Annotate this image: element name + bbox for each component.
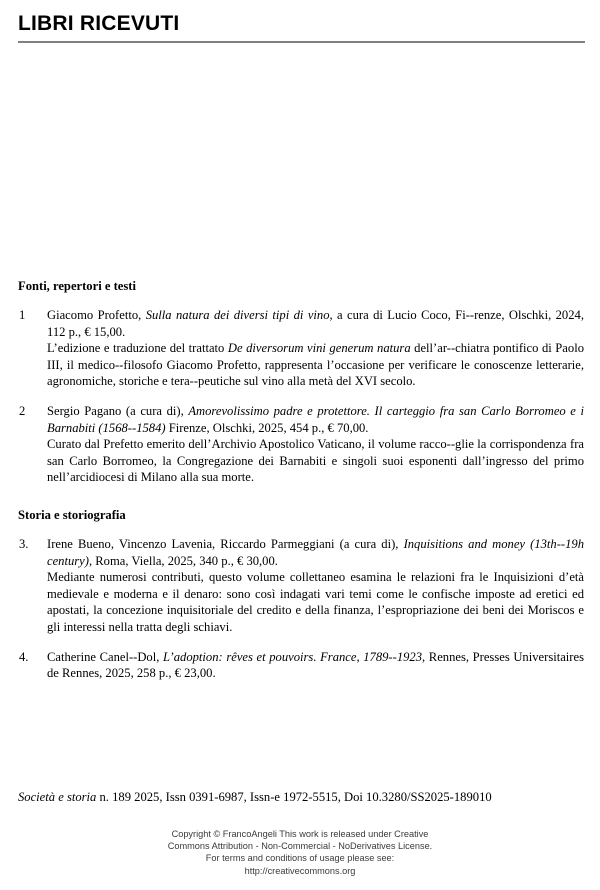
citation-title: L’adoption: rêves et pouvoirs. France, 1789--1923 xyxy=(163,649,423,664)
masthead xyxy=(18,12,585,43)
license-line-3: For terms and conditions of usage please see: xyxy=(205,853,395,864)
annotation-suffix: dell’ar--chiatra pontifico di Paolo III, il medico--filosofo Giacomo Profetto, rappresenta l’occasione per verificare le conoscenze letterarie, agronomiche, storiche e tera--peutiche sul vino alla metà del XVI secolo. xyxy=(47,341,584,389)
entry-number: 2 xyxy=(19,403,26,418)
list-item xyxy=(18,536,584,636)
citation-title: Inquisitions and money (13th--19h century) xyxy=(47,536,584,568)
page-title: LIBRI RICEVUTI xyxy=(18,12,180,35)
list-item xyxy=(18,649,584,682)
entry-citation xyxy=(47,649,584,682)
section-fonti-repertori-e-testi xyxy=(18,278,584,486)
entry-citation xyxy=(47,403,584,436)
license-line-1: Copyright © FrancoAngeli This work is released under Creative xyxy=(171,829,429,839)
entry-citation xyxy=(47,536,584,569)
entry-list xyxy=(18,307,584,486)
entry-annotation xyxy=(47,436,584,486)
citation-suffix: , Rennes, Presses Universitaires de Rennes, 2025, 258 p., € 23,00. xyxy=(47,649,584,681)
section-heading: Storia e storiografia xyxy=(18,507,126,522)
citation-title: Amorevolissimo padre e protettore. Il carteggio fra san Carlo Borromeo e i Barnabiti (1568--1584) xyxy=(47,403,584,435)
entry-annotation xyxy=(47,569,584,635)
annotation-title: De diversorum vini generum natura xyxy=(227,341,411,356)
license-line-2: Commons Attribution - Non-Commercial - NoDerivatives License. xyxy=(167,841,433,852)
entry-number: 4. xyxy=(19,649,29,664)
entry-citation xyxy=(47,307,584,340)
entry-number: 1 xyxy=(19,308,26,322)
entry-list xyxy=(18,536,584,682)
citation-suffix: Firenze, Olschki, 2025, 454 p., € 70,00. xyxy=(165,420,369,435)
citation-prefix: Irene Bueno, Vincenzo Lavenia, Riccardo Parmeggiani (a cura di), xyxy=(47,536,404,551)
annotation-prefix: Mediante numerosi contributi, questo volume collettaneo esamina le relazioni fra le Inquisizioni d’età medievale e moderna e il denaro: sono così indagati vari temi come le confische imposte ad eretici ed apostati, la concezione inquisitoriale del credito e della finanza, l’espropriazione dei beni dei Moriscos e gli interessi nella tratta degli schiavi. xyxy=(47,570,584,634)
license-url[interactable]: http://creativecommons.org xyxy=(244,865,356,876)
list-item xyxy=(18,307,584,390)
citation-prefix: Catherine Canel--Dol, xyxy=(47,649,164,664)
journal-colophon xyxy=(18,789,584,805)
license-footer xyxy=(0,828,600,877)
citation-suffix: , a cura di Lucio Coco, Fi--renze, Olschki, 2024, 112 p., € 15,00. xyxy=(47,308,584,339)
section-heading: Fonti, repertori e testi xyxy=(18,279,136,293)
annotation-prefix: L’edizione e traduzione del trattato xyxy=(47,341,228,356)
journal-title: Società e storia xyxy=(18,790,97,804)
journal-details: n. 189 2025, Issn 0391-6987, Issn-e 1972-5515, Doi 10.3280/SS2025-189010 xyxy=(96,790,492,804)
citation-suffix: , Roma, Viella, 2025, 340 p., € 30,00. xyxy=(88,553,278,568)
entry-annotation xyxy=(47,340,584,390)
citation-title: Sulla natura dei diversi tipi di vino xyxy=(145,308,330,322)
section-storia-e-storiografia xyxy=(18,507,584,682)
list-item xyxy=(18,403,584,486)
masthead-divider xyxy=(18,41,585,43)
citation-prefix: Giacomo Profetto, xyxy=(47,308,146,322)
citation-prefix: Sergio Pagano (a cura di), xyxy=(47,403,189,418)
book-list-content xyxy=(18,278,584,682)
annotation-prefix: Curato dal Prefetto emerito dell’Archivio Apostolico Vaticano, il volume racco--glie la corrispondenza fra san Carlo Borromeo, la Congregazione dei Barnabiti e singoli suoi esponenti dall’ingresso del primo nell’arcidiocesi di Milano alla sua morte. xyxy=(47,437,584,485)
entry-number: 3. xyxy=(19,536,29,551)
